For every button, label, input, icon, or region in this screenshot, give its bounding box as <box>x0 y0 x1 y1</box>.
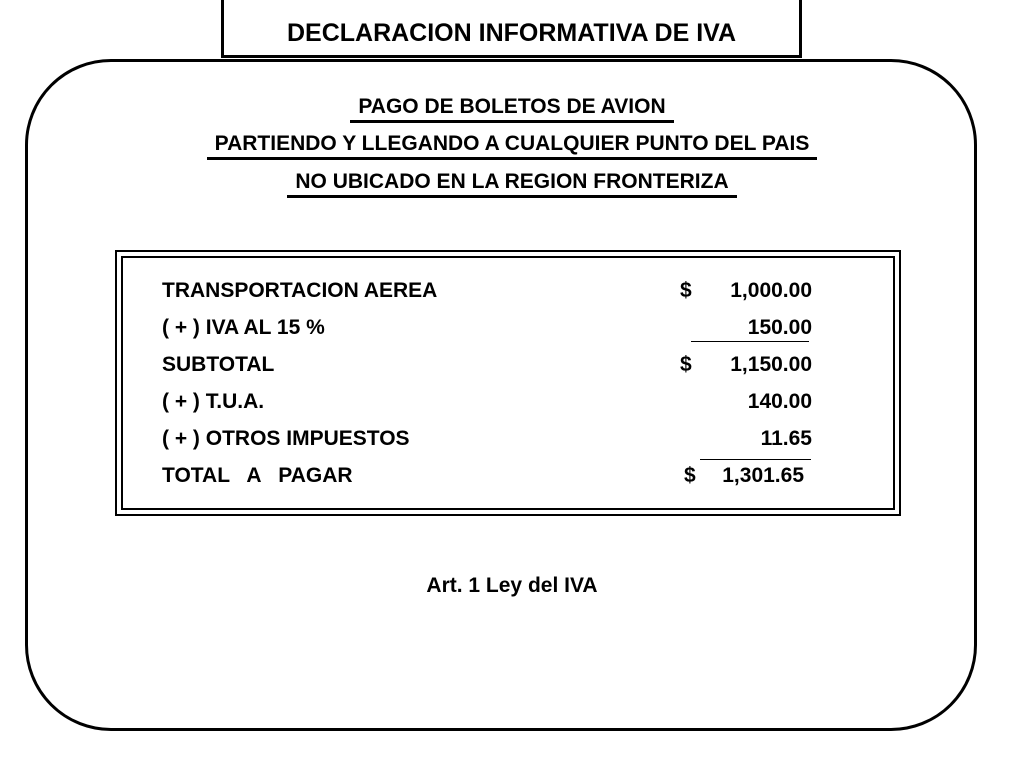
table-row <box>162 313 812 343</box>
subtitle-line-1-text: PAGO DE BOLETOS DE AVION <box>350 95 673 123</box>
subtitle-line-2 <box>0 132 1024 160</box>
row-amount: 1,000.00 <box>730 279 812 302</box>
subtotal-rule <box>691 341 809 342</box>
row-label: ( + ) T.U.A. <box>162 390 265 413</box>
row-label: ( + ) OTROS IMPUESTOS <box>162 427 410 450</box>
row-label: TRANSPORTACION AEREA <box>162 279 438 302</box>
row-label: ( + ) IVA AL 15 % <box>162 316 325 339</box>
row-label: SUBTOTAL <box>162 353 275 376</box>
row-amount: 11.65 <box>760 427 812 450</box>
row-amount: 150.00 <box>747 316 812 339</box>
subtitle-line-3-text: NO UBICADO EN LA REGION FRONTERIZA <box>287 170 736 198</box>
table-row <box>162 276 812 306</box>
row-amount: 1,150.00 <box>730 353 812 376</box>
table-row <box>162 424 812 454</box>
total-rule <box>700 459 811 460</box>
row-label: TOTAL A PAGAR <box>162 464 353 487</box>
row-amount: 1,301.65 <box>722 464 804 487</box>
table-row <box>162 350 812 380</box>
legal-reference: Art. 1 Ley del IVA <box>426 574 598 597</box>
table-row <box>162 387 812 417</box>
currency-sign: $ <box>684 464 696 487</box>
subtitle-line-2-text: PARTIENDO Y LLEGANDO A CUALQUIER PUNTO DEL PAIS <box>207 132 818 160</box>
subtitle-line-3 <box>0 170 1024 198</box>
currency-sign: $ <box>680 353 692 376</box>
subtitle-line-1 <box>0 95 1024 123</box>
row-amount: 140.00 <box>747 390 812 413</box>
currency-sign: $ <box>680 279 692 302</box>
table-row <box>162 461 812 491</box>
page-title: DECLARACION INFORMATIVA DE IVA <box>221 0 802 58</box>
